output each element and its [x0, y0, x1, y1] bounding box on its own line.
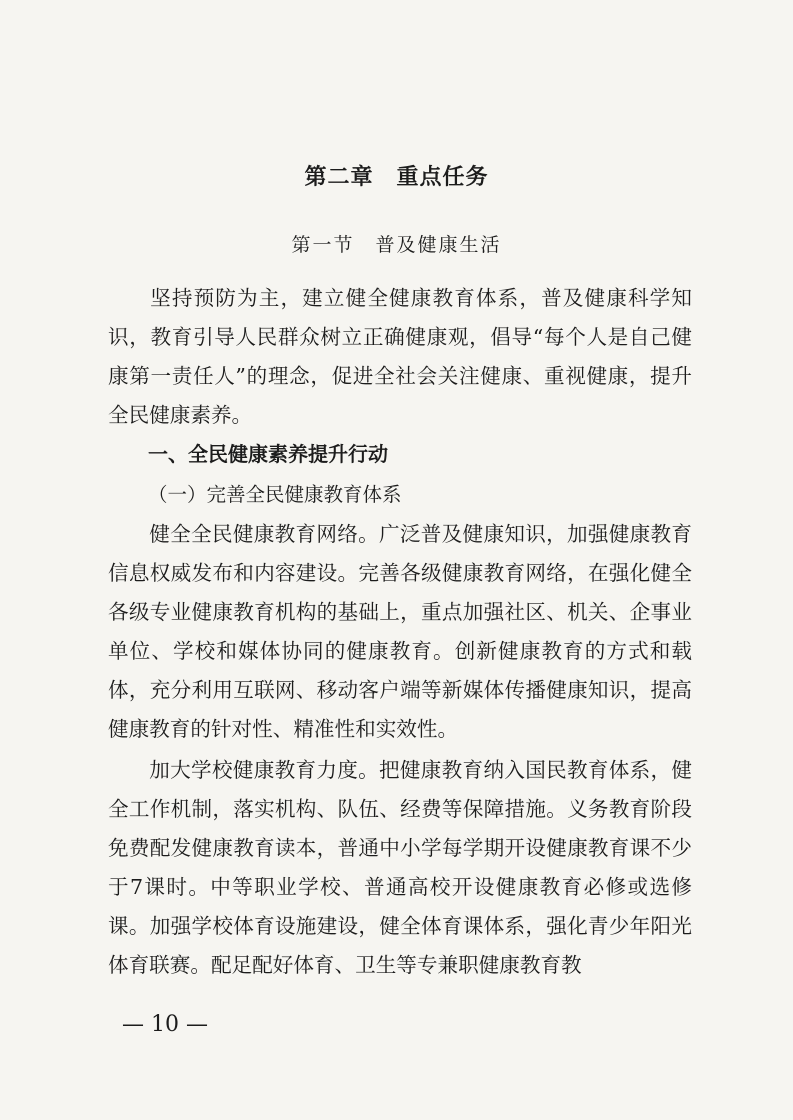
page-number: — 10 — — [122, 1012, 208, 1037]
paragraph-3 — [108, 751, 692, 984]
heading-1: 一、全民健康素养提升行动 — [148, 442, 388, 466]
paragraph-3-text: 加大学校健康教育力度。把健康教育纳入国民教育体系，健全工作机制，落实机构、队伍、经费等保障措施。义务教育阶段免费配发健康教育读本，普通中小学每学期开设健康教育课不少于7课时。中等职业学校、普通高校开设健康教育必修或选修课。加强学校体育设施建设，健全体育课体系，强化青少年阳光体育联赛。配足配好体育、卫生等专兼职健康教育教 — [108, 758, 692, 977]
paragraph-2 — [108, 515, 692, 748]
paragraph-1-text: 坚持预防为主，建立健全健康教育体系，普及健康科学知识，教育引导人民群众树立正确健康观，倡导“每个人是自己健康第一责任人”的理念，促进全社会关注健康、重视健康，提升全民健康素养。 — [108, 286, 692, 427]
heading-2: （一）完善全民健康教育体系 — [148, 483, 402, 506]
paragraph-1 — [108, 279, 692, 435]
chapter-title: 第二章 重点任务 — [304, 165, 489, 190]
paragraph-2-text: 健全全民健康教育网络。广泛普及健康知识，加强健康教育信息权威发布和内容建设。完善各级健康教育网络，在强化健全各级专业健康教育机构的基础上，重点加强社区、机关、企事业单位、学校和媒体协同的健康教育。创新健康教育的方式和载体，充分利用互联网、移动客户端等新媒体传播健康知识，提高健康教育的针对性、精准性和实效性。 — [108, 522, 692, 741]
section-title: 第一节 普及健康生活 — [291, 234, 502, 256]
